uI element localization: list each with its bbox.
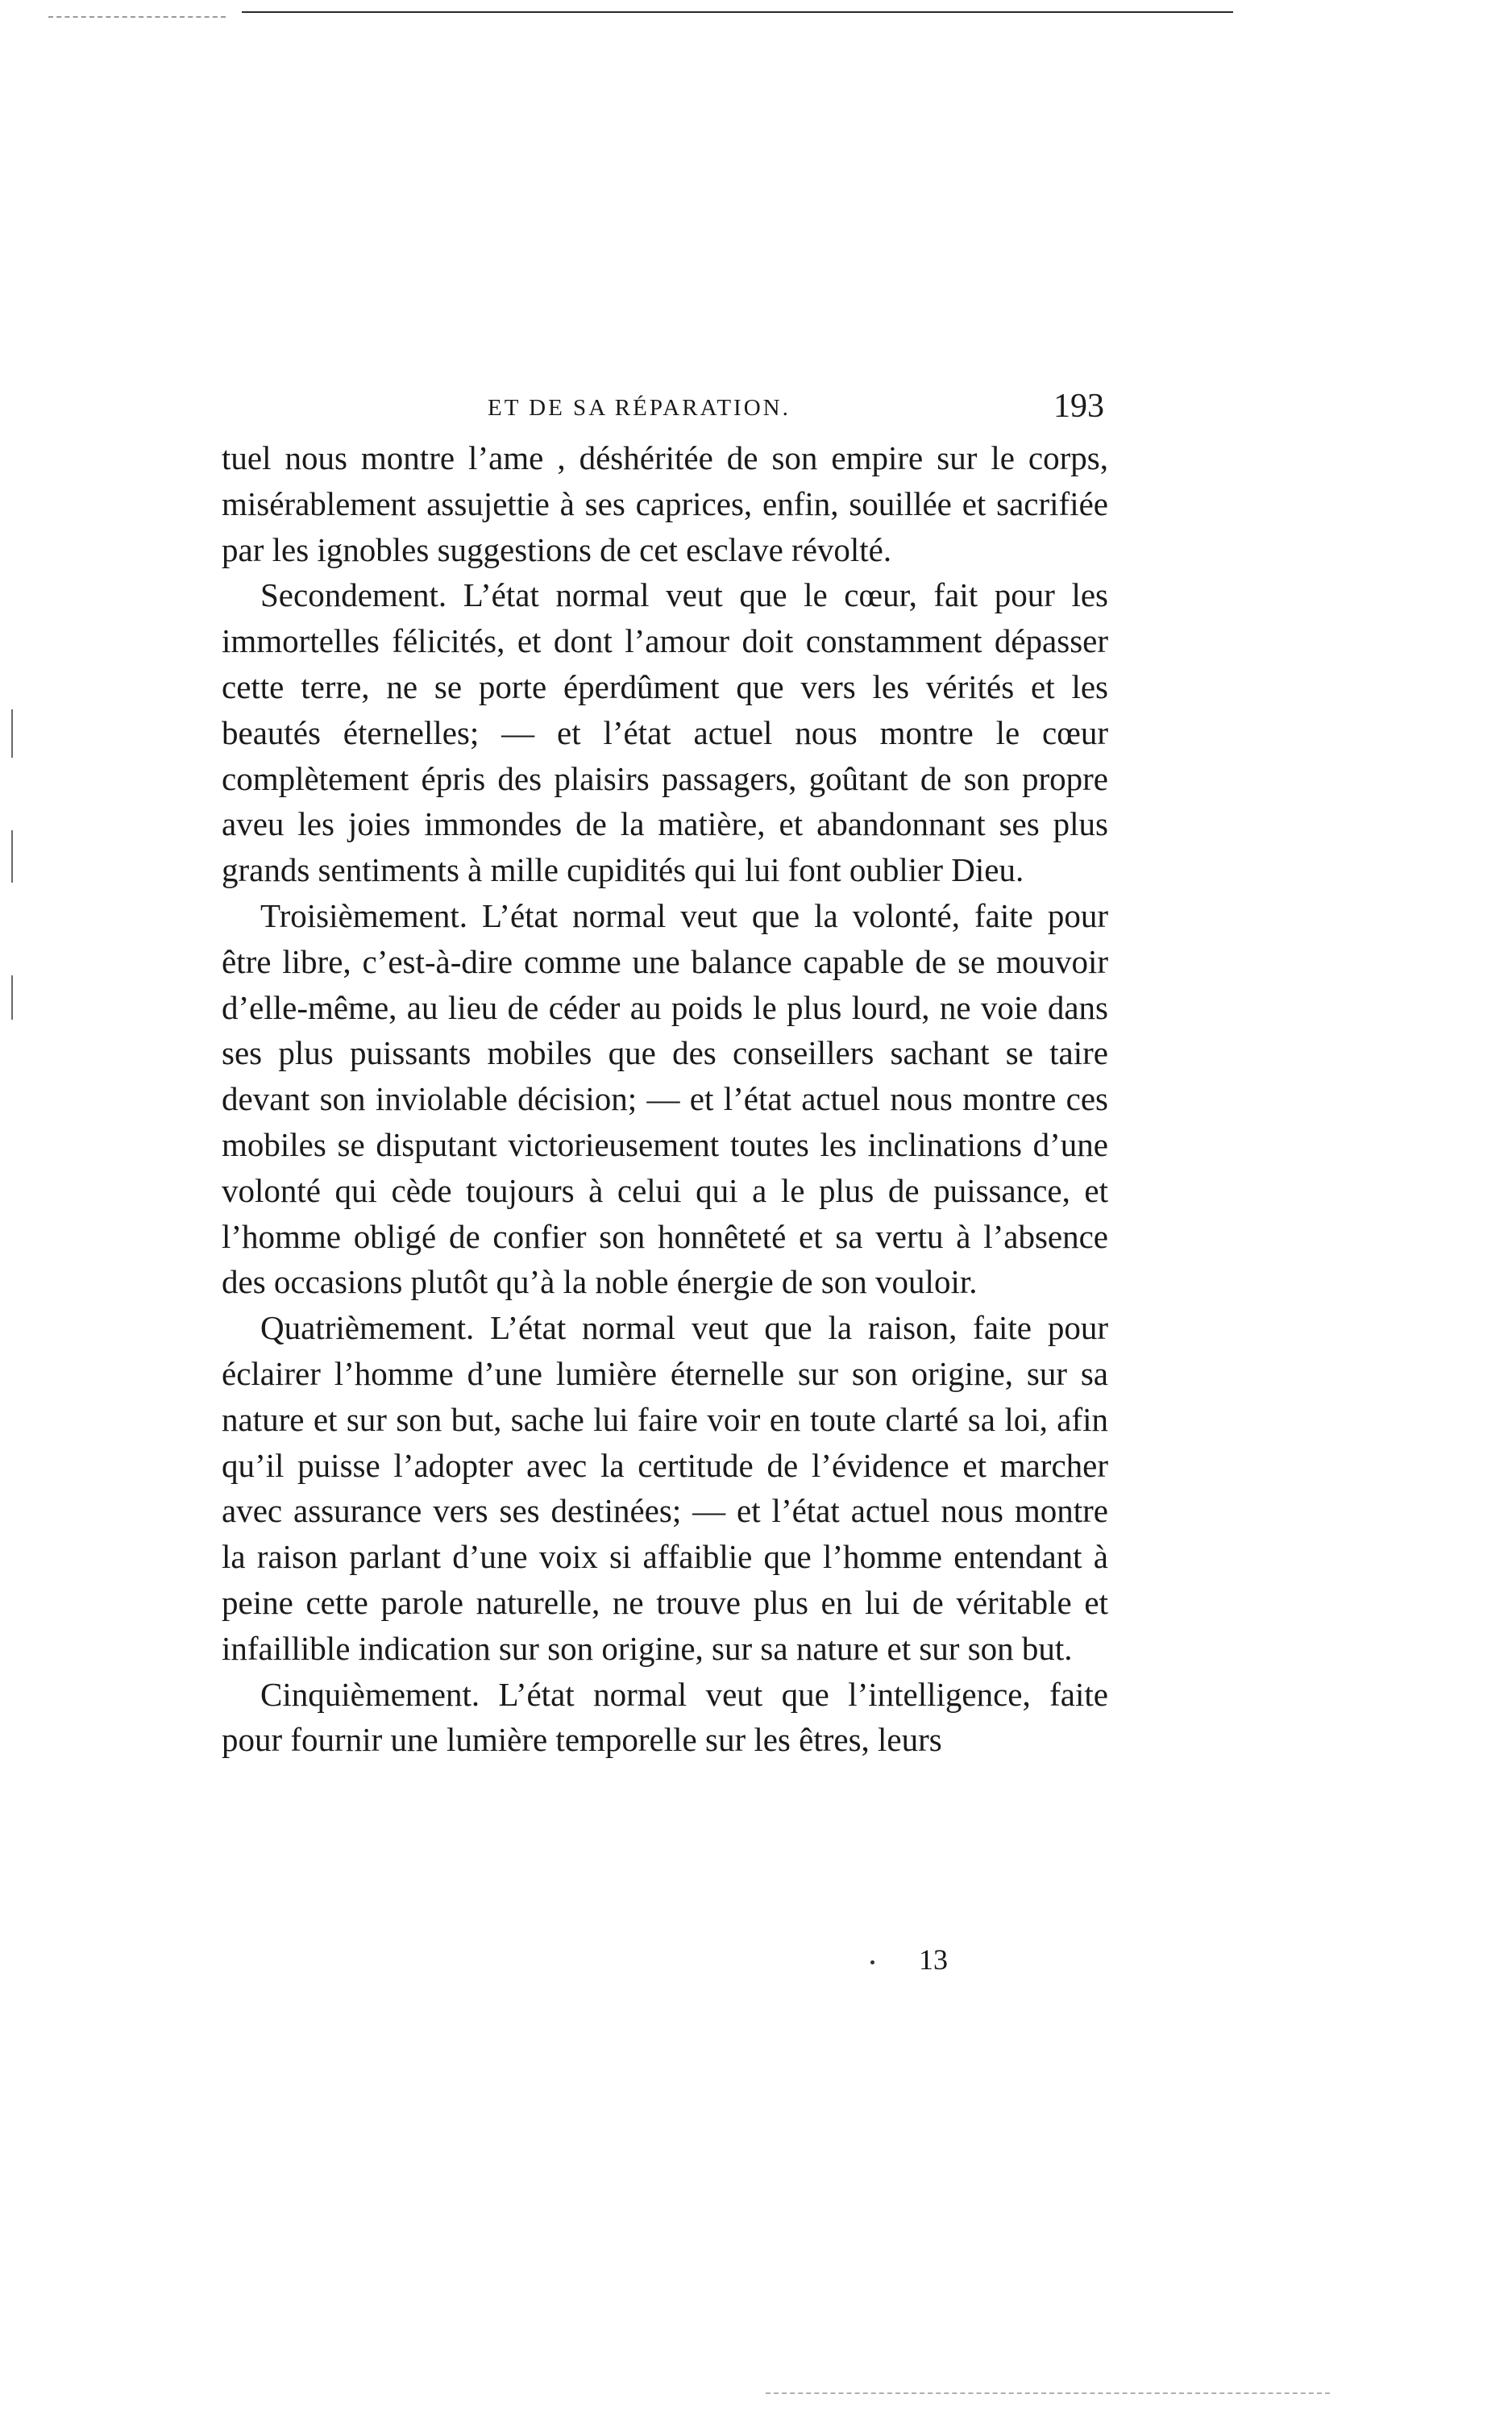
print-dot [870, 1960, 874, 1964]
scan-edge-tick [11, 830, 13, 883]
paragraph: Secondement. L’état normal veut que le cœur, fait pour les immortelles félicités, et dont l’amour doit constamment dépasser cette terre, ne se porte éperdûment que vers les vérités et les beautés éternelles; — et l’état actuel nous montre le cœur complètement épris des plaisirs passagers, goûtant de son propre aveu les joies immondes de la matière, et abandonnant ses plus grands sentiments à mille cupidités qui lui font oublier Dieu. [222, 576, 1108, 889]
book-page [222, 379, 1108, 1763]
scan-edge-tick [11, 709, 13, 758]
paragraph: tuel nous montre l’ame , déshéritée de son empire sur le corps, misérablement assujettie à ses caprices, enfin, souillée et sacrifiée par les ignobles suggestions de cet esclave révolté. [222, 439, 1108, 568]
paragraph: Quatrièmement. L’état normal veut que la raison, faite pour éclairer l’homme d’une lumière éternelle sur son origine, sur sa nature et sur son but, sache lui faire voir en toute clarté sa loi, afin qu’il puisse l’adopter avec la certitude de l’évidence et marcher avec assurance vers ses destinées; — et l’état actuel nous montre la raison parlant d’une voix si affaiblie que l’homme entendant à peine cette parole naturelle, ne trouve plus en lui de véritable et infaillible indication sur son origine, sur sa nature et sur son but. [222, 1309, 1108, 1667]
paragraph: Troisièmement. L’état normal veut que la volonté, faite pour être libre, c’est-à-dire comme une balance capable de se mouvoir d’elle-même, au lieu de céder au poids le plus lourd, ne voie dans ses plus puissants mobiles que des conseillers sachant se taire devant son inviolable décision; — et l’état actuel nous montre ces mobiles se disputant victorieusement toutes les inclinations d’une volonté qui cède toujours à celui qui a le plus de puissance, et l’homme obligé de confier son honnêteté et sa vertu à l’absence des occasions plutôt qu’à la noble énergie de son vouloir. [222, 896, 1108, 1301]
scan-edge-rule-top [242, 11, 1233, 13]
scan-edge-tick [11, 975, 13, 1020]
body-text [222, 435, 1108, 1763]
scan-edge-dash-bottom [766, 2392, 1330, 2394]
running-title: ET DE SA RÉPARATION. [488, 395, 791, 421]
scan-edge-dash-top [48, 16, 226, 18]
page-number: 193 [1053, 388, 1104, 425]
paragraph: Cinquièmement. L’état normal veut que l’intelligence, faite pour fournir une lumière temporelle sur les êtres, leurs [222, 1675, 1108, 1759]
signature-mark: 13 [919, 1943, 948, 1976]
running-head [222, 379, 1108, 427]
